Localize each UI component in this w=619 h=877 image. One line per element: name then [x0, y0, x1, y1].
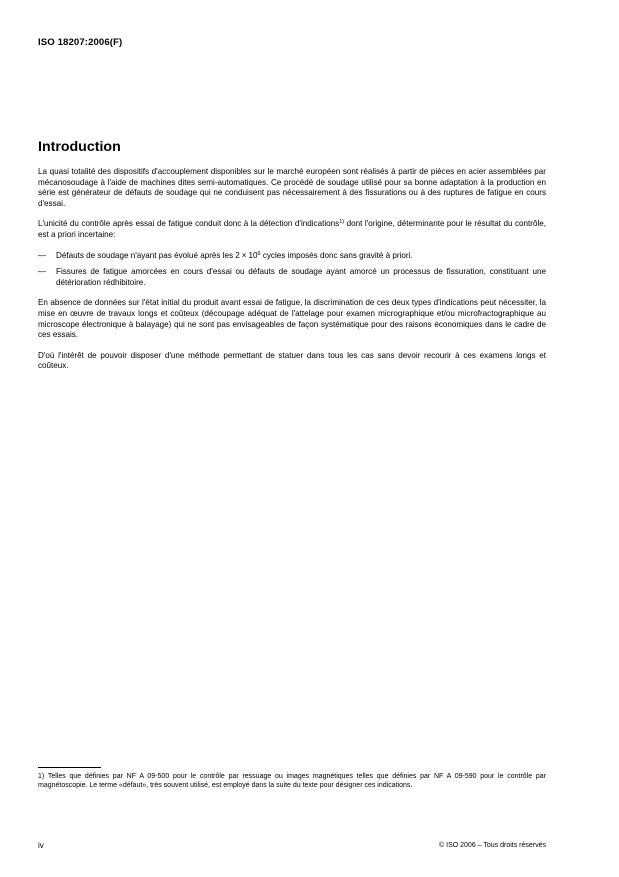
- paragraph-2-text: L'unicité du contrôle après essai de fatigue conduit donc à la détection d'indications: [38, 219, 340, 229]
- list-item: [38, 267, 546, 288]
- list-item-2-text: Fissures de fatigue amorcées en cours d'essai ou défauts de soudage ayant amorcé un processus de fissuration, constituant une détérioration rédhibitoire.: [56, 267, 546, 287]
- footnote-reference[interactable]: 1): [339, 219, 345, 226]
- paragraph-2: [38, 219, 546, 240]
- power-base: 10: [248, 250, 258, 260]
- paragraph-3: En absence de données sur l'état initial du produit avant essai de fatigue, la discrimination de ces deux types d'indications peut nécessiter, la mise en œuvre de travaux longs et coûteux (découpage adéquat de l'attelage pour examen micrographique et/ou microfractographique au microscope électronique à balayage) qui ne sont pas envisageables de façon systématique pour des raisons économiques dans le cadre de ces essais.: [38, 298, 546, 340]
- document-id-header: ISO 18207:2006(F): [38, 37, 123, 48]
- copyright-notice: © ISO 2006 – Tous droits réservés: [439, 842, 546, 849]
- paragraph-4: D'où l'intérêt de pouvoir disposer d'une méthode permettant de statuer dans tous les cas sans devoir recourir à ces examens longs et coûteux.: [38, 350, 546, 371]
- section-title: Introduction: [38, 139, 121, 155]
- dash-bullet: —: [38, 250, 47, 260]
- multiplication-sign: ×: [241, 250, 247, 260]
- dash-bullet: —: [38, 267, 47, 277]
- footnote-separator: [38, 767, 101, 768]
- paragraph-1: La quasi totalité des dispositifs d'accouplement disponibles sur le marché européen sont réalisés à partir de pièces en acier assemblées par mécanosoudage à l'aide de machines dites semi-automatiques. Ce procédé de soudage utilisé pour sa bonne adaptation à la production en série est générateur de défauts de soudage qui ne conduisent pas nécessairement à des fissurations ou à des ruptures de fatigue en cours d'essai.: [38, 167, 546, 208]
- power-exponent: 6: [257, 250, 261, 257]
- indication-list: [38, 251, 546, 289]
- page-number: iv: [38, 841, 44, 850]
- footnote-text: 1) Telles que définies par NF A 09-500 pour le contrôle par ressuage ou images magnétiques telles que définies par NF A 09-590 pour le contrôle par magnétoscopie. Le terme «défaut», très souvent utilisé, est employé dans la suite du texte pour désigner ces indications.: [38, 773, 546, 790]
- list-item-1-text: Défauts de soudage n'ayant pas évolué après les 2: [56, 250, 240, 260]
- list-item: [38, 251, 546, 262]
- paragraph-2-text-cont: dont l'origine, déterminante pour le résultat du contrôle, est a priori incertaine:: [38, 219, 546, 239]
- introduction-section: [38, 138, 546, 382]
- list-item-1-text-cont: cycles imposés donc sans gravité à priori.: [260, 250, 413, 260]
